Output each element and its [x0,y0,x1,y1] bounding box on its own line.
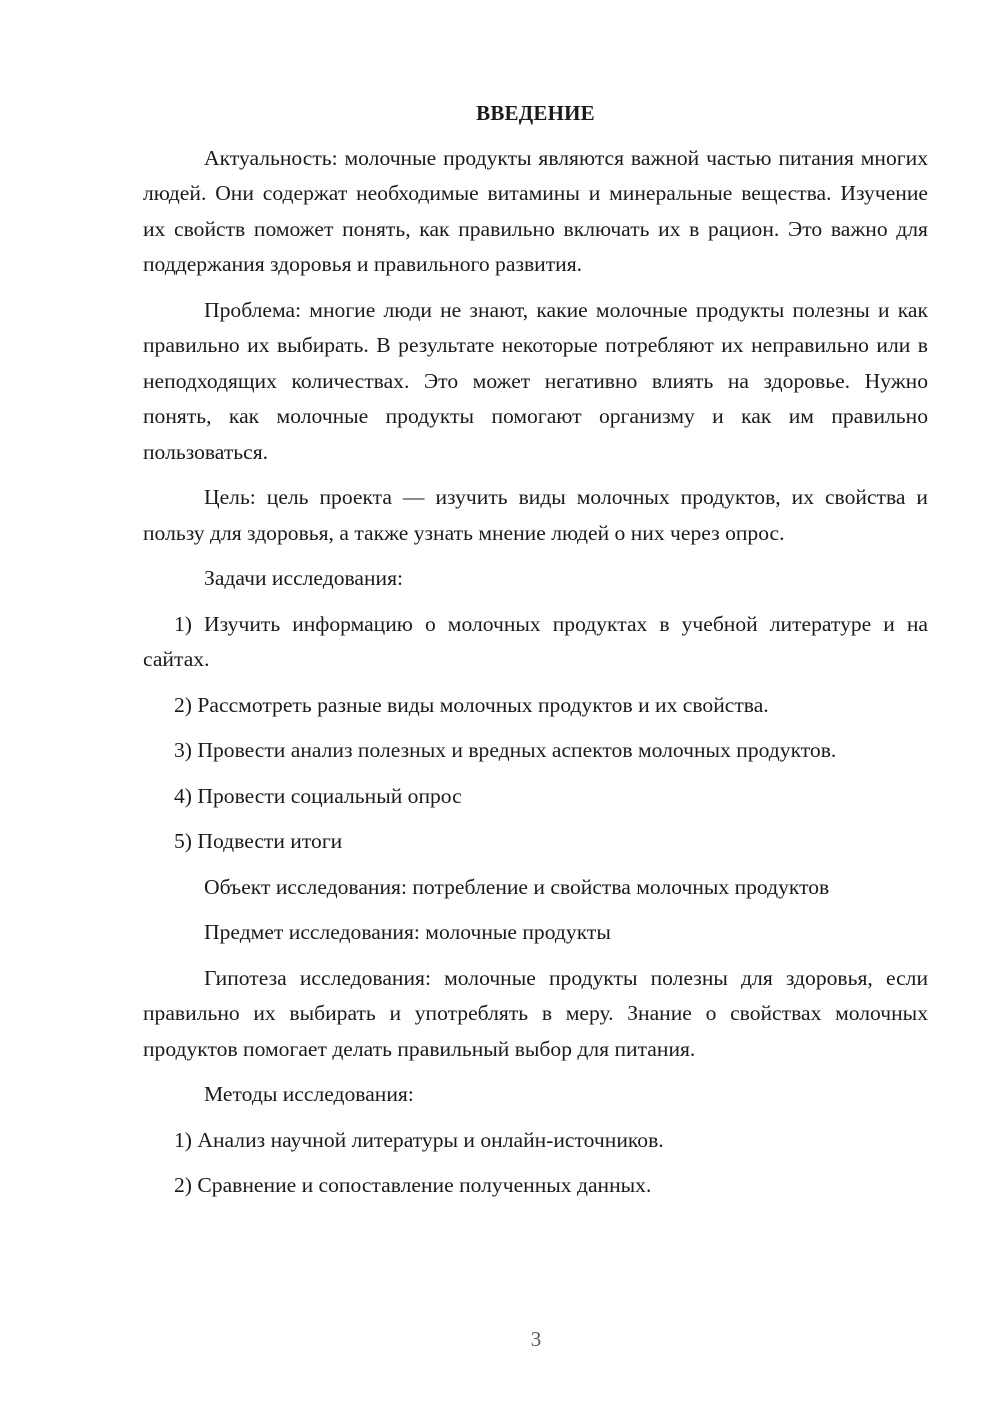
list-item-task-2: 2) Рассмотреть разные виды молочных продуктов и их свойства. [174,692,769,717]
paragraph-tasks-heading: Задачи исследования: [204,566,404,590]
page-number: 3 [530,1327,542,1351]
paragraph-problem: Проблема: многие люди не знают, какие молочные продукты полезны и как правильно их выбирать. В результате некоторые потребляют их неправильно или в неподходящих количествах. Это может негативно влиять на здоровье. Нужно понять, как молочные продукты помогают организму и как им правильно пользоваться. [143,297,928,464]
paragraph-methods-heading: Методы исследования: [204,1082,414,1106]
page-content [143,96,928,1214]
list-item-method-2: 2) Сравнение и сопоставление полученных данных. [174,1173,652,1197]
page-title: ВВЕДЕНИЕ [476,101,595,125]
list-item-task-5: 5) Подвести итоги [174,829,343,853]
paragraph-goal: Цель: цель проекта — изучить виды молочных продуктов, их свойства и пользу для здоровья, а также узнать мнение людей о них через опрос. [143,485,928,545]
paragraph-relevance: Актуальность: молочные продукты являются важной частью питания многих людей. Они содержат необходимые витамины и минеральные вещества. Изучение их свойств поможет понять, как правильно включать их в рацион. Это важно для поддержания здоровья и правильного развития. [143,145,928,276]
list-item-method-1: 1) Анализ научной литературы и онлайн-источников. [174,1127,664,1152]
paragraph-object: Объект исследования: потребление и свойства молочных продуктов [204,874,830,899]
paragraph-hypothesis: Гипотеза исследования: молочные продукты полезны для здоровья, если правильно их выбирать и употреблять в меру. Знание о свойствах молочных продуктов помогает делать правильный выбор для питания. [143,965,928,1061]
list-item-task-4: 4) Провести социальный опрос [174,783,462,808]
list-item-task-3: 3) Провести анализ полезных и вредных аспектов молочных продуктов. [174,738,837,762]
list-item-task-1: 1) Изучить информацию о молочных продуктах в учебной литературе и на сайтах. [143,611,928,671]
paragraph-subject: Предмет исследования: молочные продукты [204,920,611,944]
